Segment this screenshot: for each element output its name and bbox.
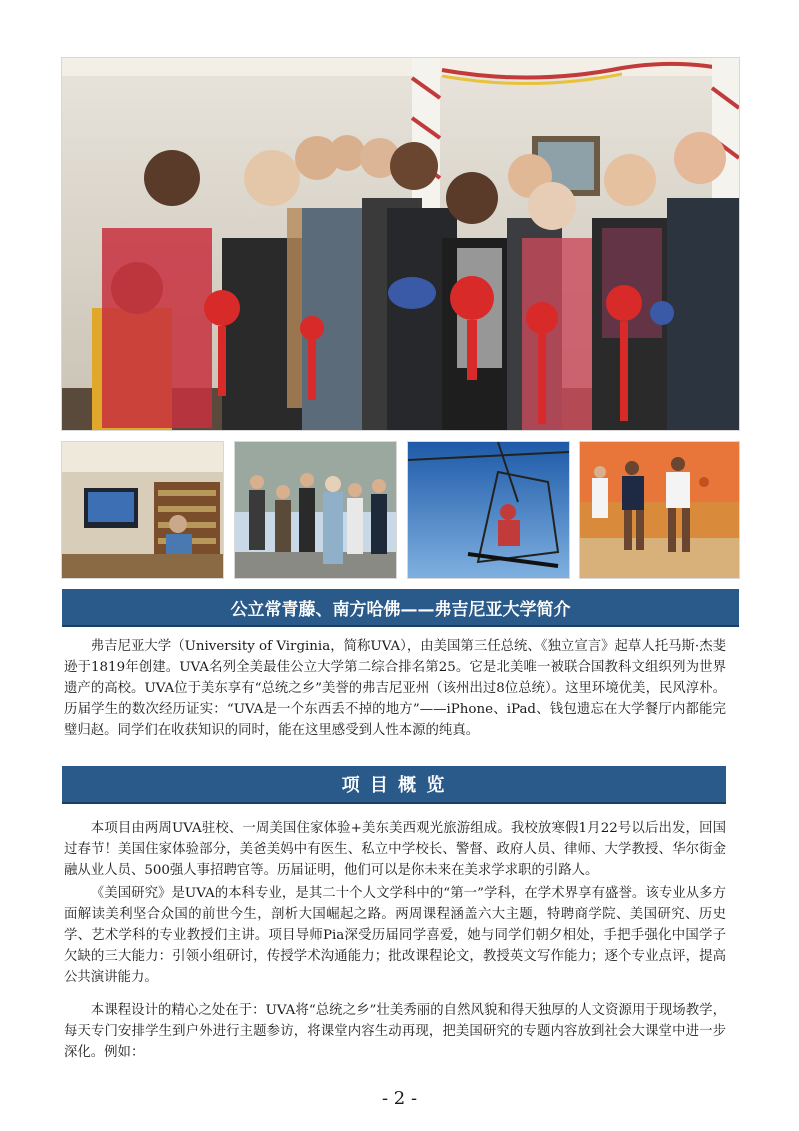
overview-paragraph-1: 本项目由两周UVA驻校、一周美国住家体验+美东美西观光旅游组成。我校放寒假1月22号以后出发，回国过春节！美国住家体验部分，美爸美妈中有医生、私立中学校长、警督、政府人员、律师、大学教授、华尔街金融从业人员、500强人事招聘官等。历届证明，他们可以是你未来在美求学求职的引路人。: [64, 821, 726, 878]
section-title: 项 目 概 览: [341, 775, 447, 796]
intro-paragraph: 弗吉尼亚大学（University of Virginia，简称UVA），由美国第三任总统、《独立宣言》起草人托马斯·杰斐逊于1819年创建。UVA名列全美最佳公立大学第二综合排名第25。它是北美唯一被联合国教科文组织列为世界遗产的高校。UVA位于美东享有“总统之乡”美誉的弗吉尼亚州（该州出过8位总统）。这里环境优美，民风淳朴。历届学生的数次经历证实：“UVA是一个东西丢不掉的地方”——iPhone、iPad、钱包遗忘在大学餐厅内都能完璧归赵。同学们在收获知识的同时，能在这里感受到人性本源的纯真。: [64, 639, 726, 738]
section-banner-program-overview: [62, 766, 726, 804]
overview-paragraph-3: 本课程设计的精心之处在于：UVA将“总统之乡”壮美秀丽的自然风貌和得天独厚的人文资源用于现场教学，每天专门安排学生到户外进行主题参访，将课堂内容生动再现，把美国研究的专题内容放到社会大课堂中进一步深化。例如：: [64, 1003, 726, 1060]
thumb-outdoor-group: [235, 442, 396, 578]
page-number: - 2 -: [381, 1088, 418, 1109]
overview-paragraph-2: 《美国研究》是UVA的本科专业，是其二十个人文学科中的“第一”学科，在学术界享有盛誉。该专业从多方面解读美利坚合众国的前世今生，剖析大国崛起之路。两周课程涵盖六大主题，特聘商学院、美国研究、历史学、艺术学科的专业教授们主讲。项目导师Pia深受历届同学喜爱，她与同学们朝夕相处，手把手强化中国学子欠缺的三大能力：引领小组研讨，传授学术沟通能力；批改课程论文，教授英文写作能力；逐个专业点评，提高公共演讲能力。: [64, 886, 726, 985]
thumb-library-lecture: [62, 442, 223, 578]
section-title: 公立常青藤、南方哈佛——弗吉尼亚大学简介: [230, 599, 571, 620]
main-group-photo: [62, 58, 739, 430]
thumb-ski-lift: [408, 442, 569, 578]
thumb-basketball-game: [580, 442, 739, 578]
section-banner-university-intro: [62, 589, 739, 627]
